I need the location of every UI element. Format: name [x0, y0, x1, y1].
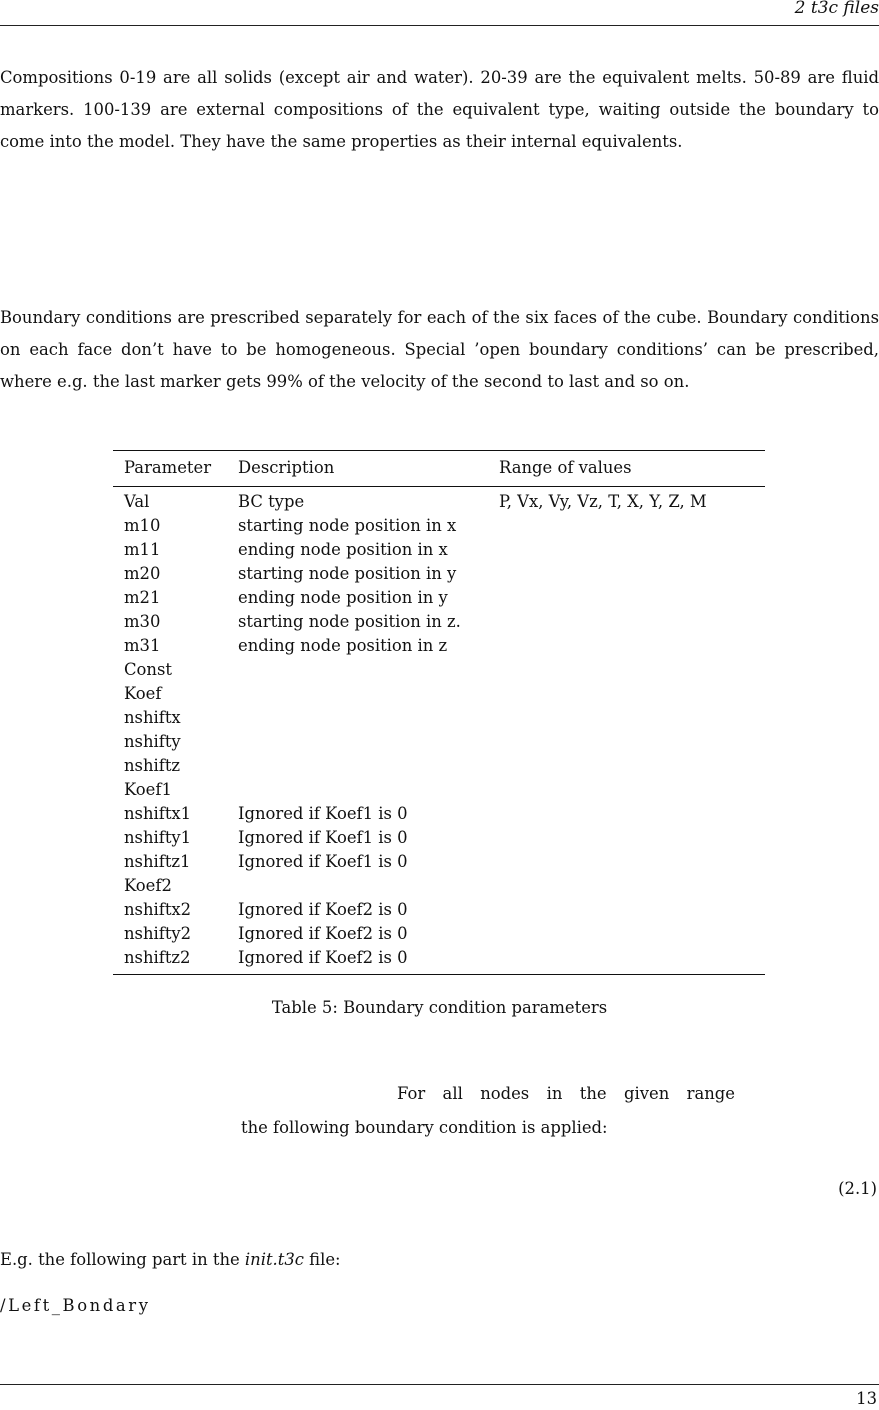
- table-header-description: Description: [238, 458, 335, 477]
- table-cell-parameter: nshifty2: [124, 924, 192, 943]
- table-cell-parameter: nshiftx2: [124, 900, 192, 919]
- table-cell-parameter: Const: [124, 660, 172, 679]
- table-header-range: Range of values: [499, 458, 632, 477]
- code-snippet: /Left_Bondary: [0, 1296, 151, 1315]
- paragraph-boundary-conditions: Boundary conditions are prescribed separately for each of the six faces of the cube. Boundary conditions on each face don’t have to be homogeneous. Special ’open boundary conditions’ can be prescribed, where e.g. the last marker gets 99% of the velocity of the second to last and so on.: [0, 308, 879, 391]
- example-filename: init.t3c: [244, 1250, 304, 1269]
- page-number: 13: [856, 1389, 877, 1408]
- table-cell-parameter: nshiftz: [124, 756, 181, 775]
- table-cell-description: Ignored if Koef1 is 0: [238, 852, 408, 871]
- table-cell-parameter: m10: [124, 516, 161, 535]
- table-header-rule: [113, 486, 765, 487]
- table-cell-parameter: nshiftz1: [124, 852, 191, 871]
- header-rule: [0, 25, 879, 26]
- table-cell-description: starting node position in y: [238, 564, 457, 583]
- table-cell-parameter: m20: [124, 564, 161, 583]
- table-cell-parameter: Koef1: [124, 780, 172, 799]
- table-bottom-rule: [113, 974, 765, 975]
- table-cell-parameter: nshiftx: [124, 708, 181, 727]
- table-cell-parameter: m21: [124, 588, 161, 607]
- table-cell-parameter: m31: [124, 636, 161, 655]
- table-cell-range: P, Vx, Vy, Vz, T, X, Y, Z, M: [499, 492, 707, 511]
- table-cell-parameter: Koef: [124, 684, 162, 703]
- footer-rule: [0, 1384, 879, 1385]
- table-cell-description: ending node position in z: [238, 636, 448, 655]
- table-cell-parameter: nshifty1: [124, 828, 192, 847]
- example-prefix: E.g. the following part in the: [0, 1250, 245, 1269]
- example-suffix: file:: [303, 1250, 341, 1269]
- table-cell-description: ending node position in x: [238, 540, 448, 559]
- table-cell-parameter: Koef2: [124, 876, 172, 895]
- table-cell-parameter: m30: [124, 612, 161, 631]
- table-caption-text: Table 5: Boundary condition parameters: [271, 998, 608, 1017]
- table-top-rule: [113, 450, 765, 451]
- table-cell-parameter: nshiftx1: [124, 804, 192, 823]
- paragraph-compositions: Compositions 0-19 are all solids (except air and water). 20-39 are the equivalent melts. 50-89 are fluid markers. 100-139 are external compositions of the equivalent type, waiting outside the boundary to come into the model. They have the same properties as their internal equivalents.: [0, 68, 879, 151]
- running-header: 2 t3c files: [794, 0, 879, 18]
- example-intro: [0, 1248, 341, 1272]
- table-cell-parameter: m11: [124, 540, 161, 559]
- table-caption: [0, 996, 879, 1020]
- equation-number: (2.1): [838, 1179, 877, 1198]
- table-cell-description: Ignored if Koef2 is 0: [238, 900, 408, 919]
- formula-text-line-1: For all nodes in the given range: [397, 1084, 735, 1103]
- table-cell-description: starting node position in x: [238, 516, 457, 535]
- table-cell-description: Ignored if Koef2 is 0: [238, 924, 408, 943]
- table-cell-parameter: nshifty: [124, 732, 181, 751]
- formula-text-line-2: the following boundary condition is applied:: [241, 1118, 608, 1137]
- table-cell-description: Ignored if Koef1 is 0: [238, 804, 408, 823]
- table-cell-description: Ignored if Koef2 is 0: [238, 948, 408, 967]
- table-cell-description: BC type: [238, 492, 305, 511]
- table-header-parameter: Parameter: [124, 458, 212, 477]
- table-cell-description: Ignored if Koef1 is 0: [238, 828, 408, 847]
- table-cell-parameter: nshiftz2: [124, 948, 191, 967]
- table-cell-description: starting node position in z.: [238, 612, 461, 631]
- table-cell-description: ending node position in y: [238, 588, 448, 607]
- table-cell-parameter: Val: [124, 492, 150, 511]
